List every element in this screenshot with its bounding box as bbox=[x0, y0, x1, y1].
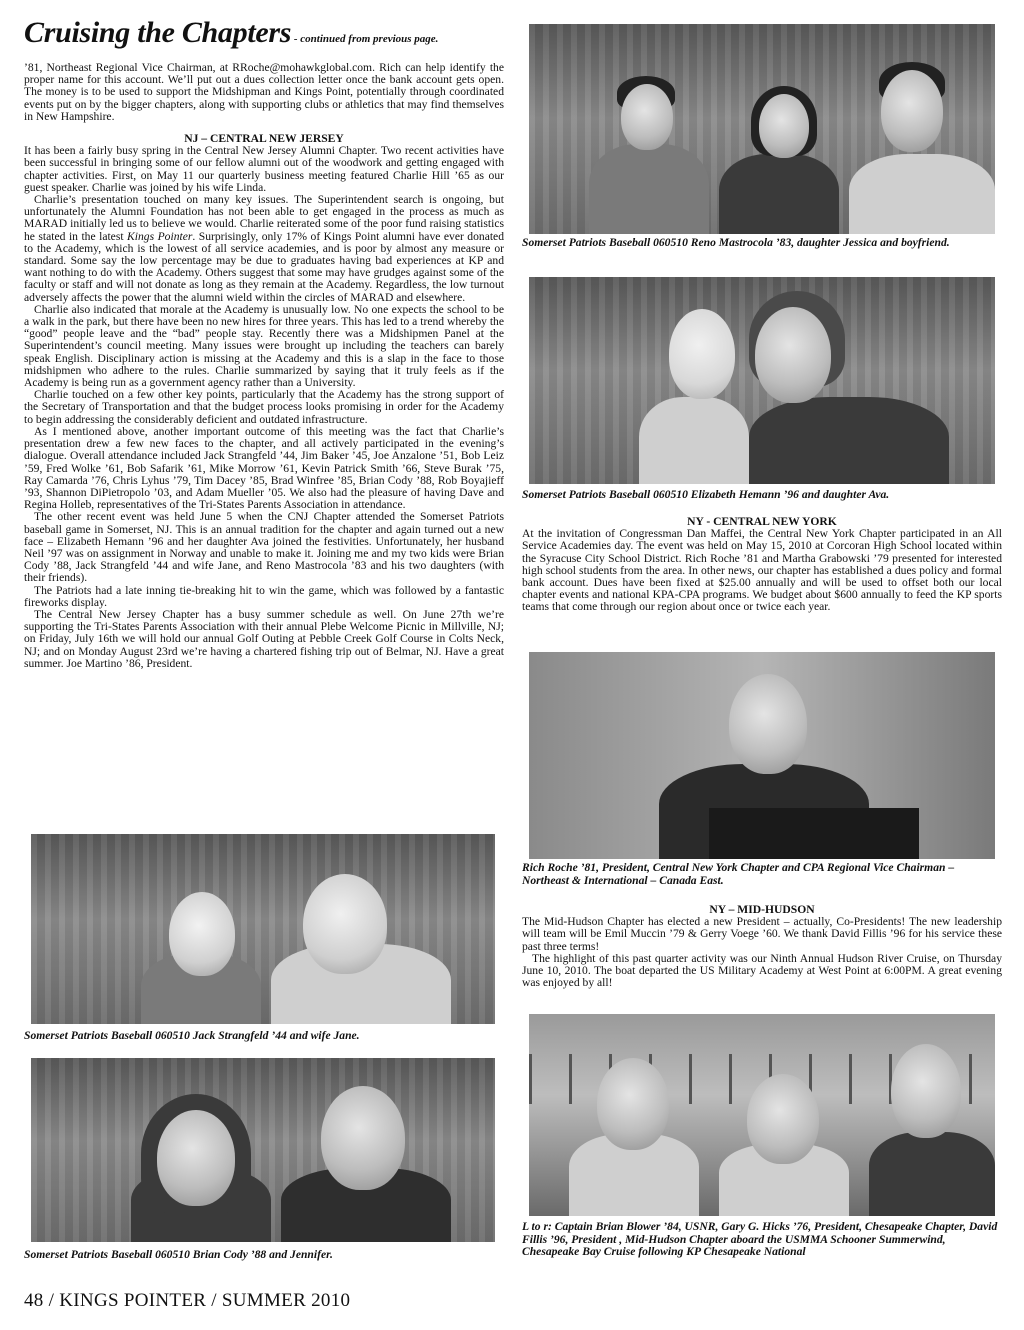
paragraph: Charlie’s presentation touched on many key issues. The Superintendent search is ongoing, but unfortunately the Alumni Foundation has not been able to get engaged in the process as much as MARAD initially led us to believe we would. Charlie reiterated some of the poor fund raising statistics he stated in the latest Kings Pointer. Surprisingly, only 17% of Kings Point alumni have ever donated to the Academy, which is the lowest of all service academies, and is poor by almost any measure or standard. Some say the low percentage may be due to graduates having bad experiences at KP and want nothing to do with the Academy. Others suggest that some may have grudges against some of the faculty or staff and will not donate as long as they remain at the Academy. Regardless, the low turnout adversely affects the power that the alumni wield within the circles of MARAD and elsewhere. bbox=[24, 193, 505, 304]
paragraph: The other recent event was held June 5 when the CNJ Chapter attended the Somerset Patriots baseball game in Somerset, NJ. This is an annual tradition for the chapter and again turned out a new face – Elizabeth Hemann ’96 and her daughter Ava joined the festivities. Unfortunately, her husband Neil ’97 was on assignment in Norway and unable to make it. Joining me and my two kids were Brian Cody ’88, Jack Strangfeld ’44 and wife Jane, and Reno Mastrocola ’83 and his two daughters (with their friends). bbox=[24, 510, 504, 585]
right-article-mid-hudson bbox=[522, 904, 1002, 989]
paragraph: The Patriots had a late inning tie-breaking hit to win the game, which was followed by a fantastic fireworks display. bbox=[24, 583, 504, 609]
page-footer: 48 / KINGS POINTER / SUMMER 2010 bbox=[24, 1290, 351, 1311]
section-heading-mid-hudson: NY – MID-HUDSON bbox=[709, 903, 815, 916]
continued-note: - continued from previous page. bbox=[291, 33, 439, 45]
paragraph: The Mid-Hudson Chapter has elected a new President – actually, Co-Presidents! The new leadership will team will be Emil Muccin ’79 & Gerry Voege ’60. We thank David Fillis ’96 for his service these past three terms! bbox=[522, 915, 1002, 953]
photo-schooner-cruise bbox=[529, 1014, 995, 1216]
caption-reno-mastrocola: Somerset Patriots Baseball 060510 Reno Mastrocola ’83, daughter Jessica and boyfriend. bbox=[522, 236, 950, 249]
section-heading-central-new-jersey: NJ – CENTRAL NEW JERSEY bbox=[184, 132, 344, 146]
photo-reno-mastrocola bbox=[529, 24, 995, 234]
photo-rich-roche bbox=[529, 652, 995, 859]
paragraph: Charlie touched on a few other key points, particularly that the Academy has the strong support of the Secretary of Transportation and that the budget process looks promising in order for the Academy to begin addressing the considerably deficient and outdated infrastructure. bbox=[24, 388, 504, 426]
right-article-central-new-york bbox=[522, 516, 1002, 614]
caption-elizabeth-hemann: Somerset Patriots Baseball 060510 Elizabeth Hemann ’96 and daughter Ava. bbox=[522, 488, 890, 501]
caption-jack-strangfeld: Somerset Patriots Baseball 060510 Jack Strangfeld ’44 and wife Jane. bbox=[24, 1029, 360, 1042]
paragraph: It has been a fairly busy spring in the Central New Jersey Alumni Chapter. Two recent activities have been successful in bringing some of our fellow alumni out of the woodwork and getting engaged with chapter activities. First, on May 11 our quarterly business meeting featured Charlie Hill ’65 as our guest speaker. Charlie was joined by his wife Linda. bbox=[24, 144, 504, 194]
paragraph: Charlie also indicated that morale at the Academy is unusually low. No one expects the school to be a walk in the park, but there have been no new hires for three years. This has led to a trend whereby the “good” people leave and the “bad” people stay. Recently there was a Midshipmen Panel at the Superintendent’s council meeting. Many issues were brought up including the teachers can barely speak English. Disciplinary action is missing at the Academy and this is a slap in the face to those midshipmen who adhere to the rules. Charlie summarized by saying that it truly feels as if the Academy is being run as a government agency rather than a University. bbox=[24, 302, 504, 390]
photo-jack-strangfeld bbox=[31, 834, 495, 1024]
paragraph: At the invitation of Congressman Dan Maffei, the Central New York Chapter participated in an All Service Academies day. The event was held on May 15, 2010 at Corcoran High School located within the Syracuse City School District. Rich Roche ’81 and Martha Grabowski ’79 presented for interested high school students from the area. In other news, our chapter has established a dues policy and formal bank account. Dues have been fixed at $25.00 annually and will be used to offset both our local chapter events and national KPA-CPA programs. We budget about $600 annually to feed the KP sports teams that come through our region about once or twice each year. bbox=[522, 527, 1002, 614]
paragraph: The highlight of this past quarter activity was our Ninth Annual Hudson River Cruise, on Thursday June 10, 2010. The boat departed the US Military Academy at West Point at 6:00PM. A great evening was enjoyed by all! bbox=[522, 951, 1002, 990]
caption-schooner-cruise: L to r: Captain Brian Blower ’84, USNR, Gary G. Hicks ’76, President, Chesapeake Chapter, David Fillis ’96, President , Mid-Hudson Chapter aboard the USMMA Schooner Summerwind, Chesapeake Bay Cruise following KP Chesapeake National bbox=[522, 1220, 998, 1259]
paragraph: The Central New Jersey Chapter has a busy summer schedule as well. On June 27th we’re supporting the Tri-States Parents Association with their annual Plebe Welcome Picnic in Millville, NJ; on Friday, July 16th we will hold our annual Golf Outing at Pebble Creek Golf Course in Colts Neck, NJ; and on Monday August 23rd we’re having a chartered fishing trip out of Belmar, NJ. Have a great summer. Joe Martino ’86, President. bbox=[24, 607, 504, 670]
caption-brian-cody: Somerset Patriots Baseball 060510 Brian Cody ’88 and Jennifer. bbox=[24, 1248, 333, 1261]
paragraph: ’81, Northeast Regional Vice Chairman, at RRoche@mohawkglobal.com. Rich can help identify the proper name for this account. We’ll put out a dues collection letter once the bank account gets open. The money is to be used to support the Midshipman and Kings Point, potentially through coordinated events put on by the bigger chapters, along with supporting clubs or athletics that may find themselves in New Hampshire. bbox=[24, 61, 504, 123]
page-title: Cruising the Chapters bbox=[24, 16, 292, 49]
paragraph: As I mentioned above, another important outcome of this meeting was the fact that Charlie’s presentation drew a few new faces to the chapter, and all actively participated in the evening’s dialogue. Overall attendance included Jack Strangfeld ’44, Jim Baker ’45, Joe Anzalone ’51, Bob Leiz ’59, Fred Wolke ’61, Bob Safarik ’61, Mike Morrow ’61, Kevin Patrick Smith ’66, Steve Burak ’75, Ray Camarda ’76, Chris Lyhus ’79, Tim Dacey ’85, Brad Winfree ’85, Brian Cody ’88, Rob Boyajieff ’93, Shannon DiPietropolo ’03, and Adam Mueller ’05. We also had the pleasure of having Dave and Regina Holleb, representatives of the Tri-States Parents Association in attendance. bbox=[24, 424, 504, 512]
section-heading-central-new-york: NY - CENTRAL NEW YORK bbox=[687, 515, 837, 528]
photo-elizabeth-hemann bbox=[529, 277, 995, 484]
publication-name: Kings Pointer bbox=[127, 229, 193, 243]
photo-brian-cody bbox=[31, 1058, 495, 1242]
left-article-column bbox=[24, 62, 504, 670]
page-header bbox=[24, 16, 438, 50]
caption-rich-roche: Rich Roche ’81, President, Central New York Chapter and CPA Regional Vice Chairman – Northeast & International – Canada East. bbox=[522, 861, 955, 887]
